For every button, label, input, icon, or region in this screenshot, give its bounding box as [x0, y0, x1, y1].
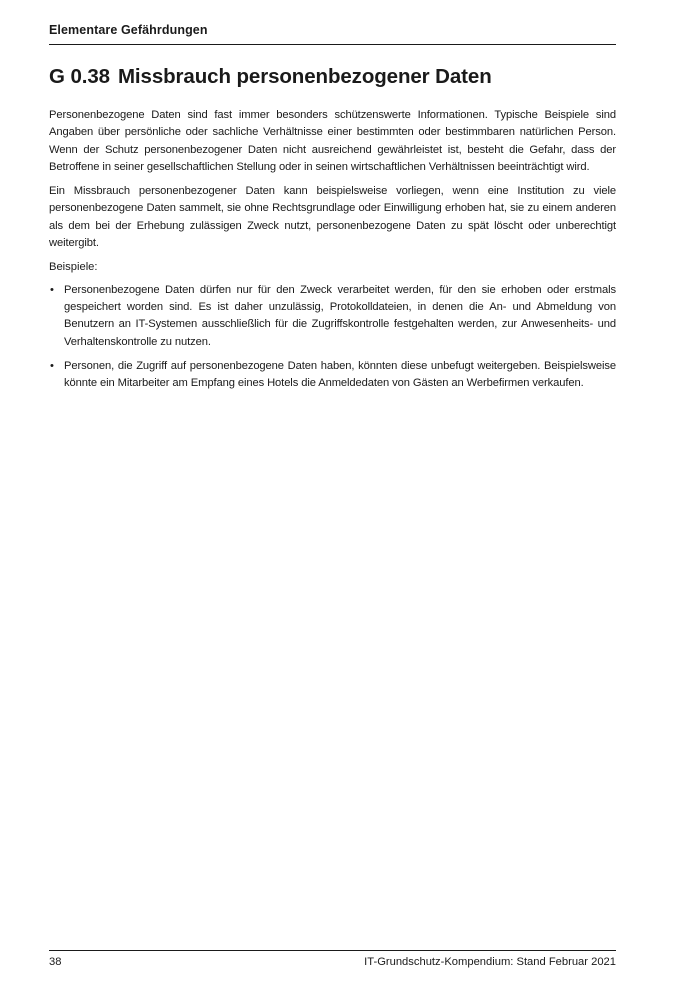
intro-paragraph: Personenbezogene Daten sind fast immer besonders schützenswerte Informationen. Typische Beispiele sind Angaben über persönliche oder sachliche Verhältnisse einer bestimmten oder bestimmbaren natürlichen Person. Wenn der Schutz personenbezogener Daten nicht ausreichend gewährleistet ist, besteht die Gefahr, dass der Betroffene in seiner gesellschaftlichen Stellung oder in seinen wirtschaftlichen Verhältnissen beeinträchtigt wird.	[49, 109, 616, 173]
page-header	[49, 22, 616, 45]
page-footer	[49, 950, 616, 970]
page-title	[49, 64, 616, 90]
list-item-text: Personen, die Zugriff auf personenbezogene Daten haben, könnten diese unbefugt weitergeben. Beispielsweise könnte ein Mitarbeiter am Empfang eines Hotels die Anmeldedaten von Gästen an Werbefirmen verkaufen.	[64, 359, 616, 390]
list-item	[49, 282, 616, 351]
publication-info: IT-Grundschutz-Kompendium: Stand Februar 2021	[364, 956, 616, 968]
misuse-paragraph: Ein Missbrauch personenbezogener Daten kann beispielsweise vorliegen, wenn eine Institution zu viele personenbezogene Daten sammelt, sie ohne Rechtsgrundlage oder Einwilligung erhoben hat, sie zu einem anderen als dem bei der Erhebung zulässigen Zweck nutzt, personenbezogene Daten zu spät löscht oder unberechtigt weitergibt.	[49, 185, 616, 250]
list-item-text: Personenbezogene Daten dürfen nur für den Zweck verarbeitet werden, für den sie erhoben oder erstmals gespeichert worden sind. Es ist daher unzulässig, Protokolldateien, in denen die An- und Abmeldung von Benutzern an IT-Systemen ausschließlich für die Zugriffskontrolle festgehalten werden, zur Anwesenheits- und Verhaltenskontrolle zu nutzen.	[64, 283, 616, 348]
bullet-icon: •	[50, 359, 54, 372]
examples-label: Beispiele:	[49, 261, 98, 274]
page-number: 38	[49, 956, 62, 968]
main-content	[49, 64, 616, 399]
threat-title: Missbrauch personenbezogener Daten	[117, 65, 492, 88]
section-title: Elementare Gefährdungen	[49, 23, 208, 37]
examples-list	[49, 282, 616, 393]
list-item	[49, 358, 616, 393]
bullet-icon: •	[50, 283, 54, 296]
threat-number: G 0.38	[49, 65, 110, 88]
